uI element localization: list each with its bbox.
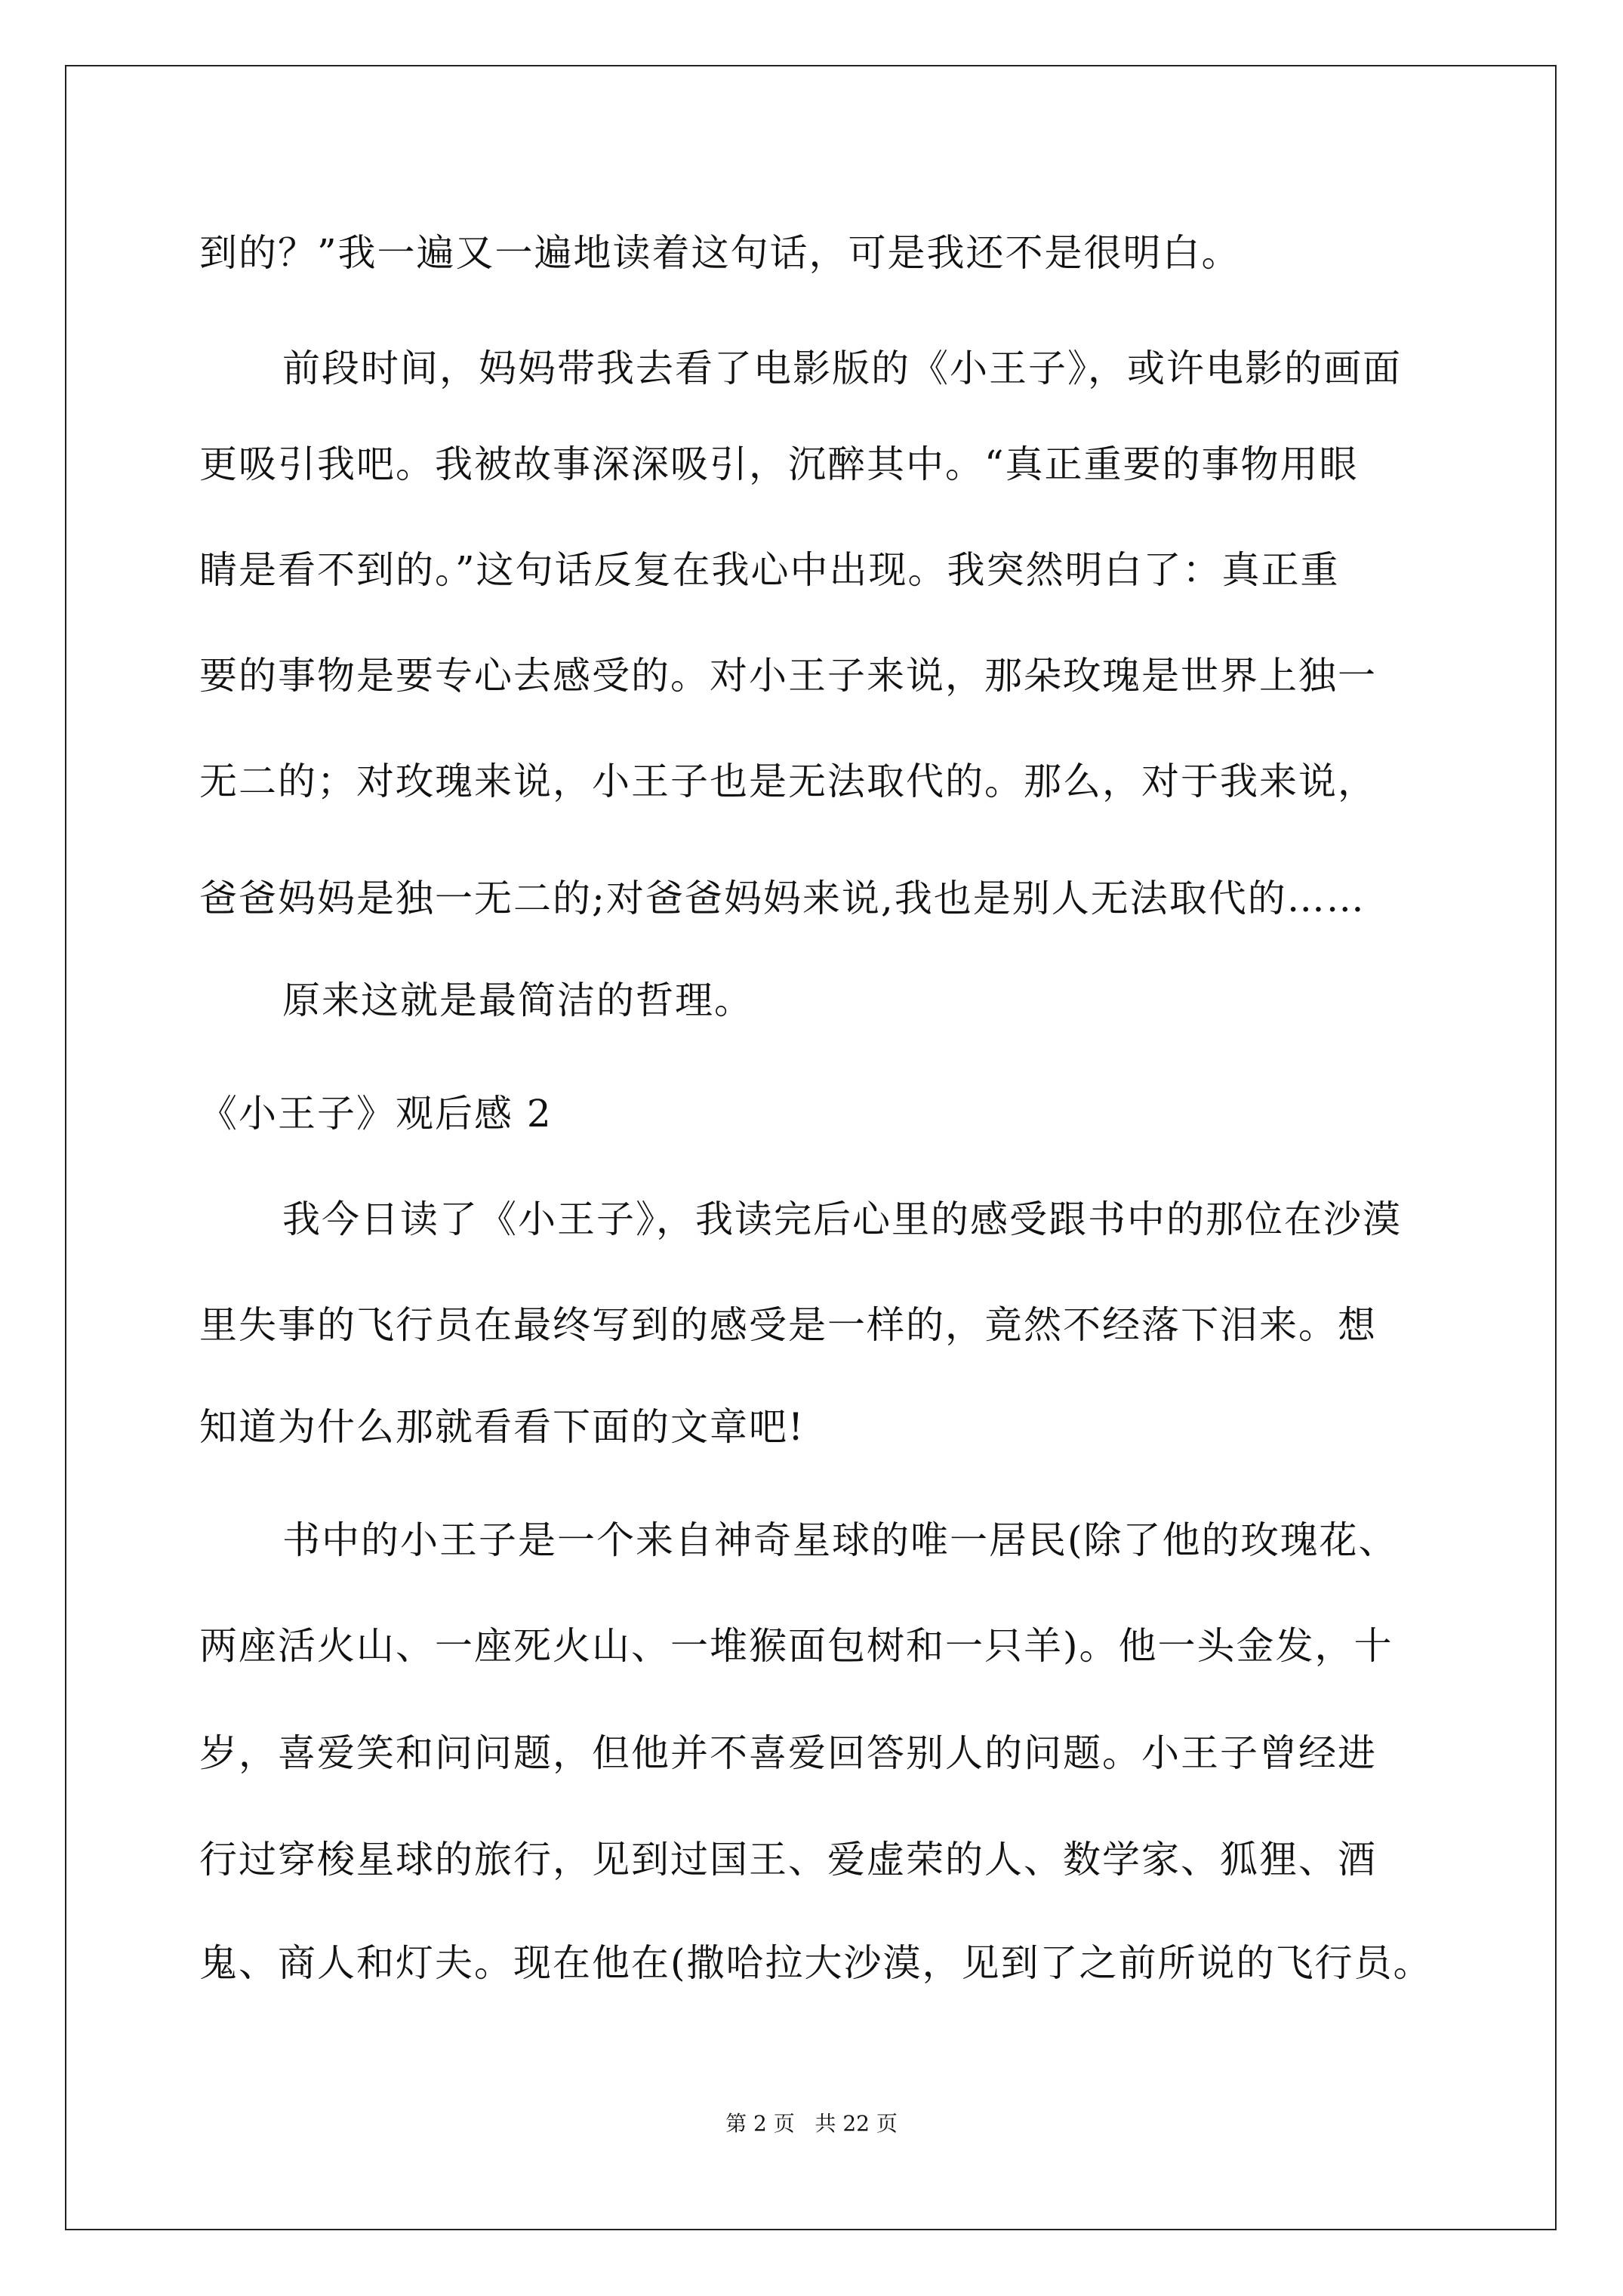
paragraph-first-line: 我今日读了《小王子》，我读完后心里的感受跟书中的那位在沙漠 (282, 1197, 1402, 1241)
section-heading: 《小王子》观后感 2 (199, 1092, 553, 1136)
page-number-footer: 第 2 页 共 22 页 (725, 2111, 898, 2136)
text-line: 爸爸妈妈是独一无二的;对爸爸妈妈来说,我也是别人无法取代的…… (199, 877, 1366, 920)
text-line: 无二的；对玫瑰来说，小王子也是无法取代的。那么，对于我来说， (199, 760, 1377, 803)
paragraph-first-line: 前段时间，妈妈带我去看了电影版的《小王子》，或许电影的画面 (282, 347, 1402, 390)
text-line: 鬼、商人和灯夫。现在他在(撒哈拉大沙漠，见到了之前所说的飞行员。 (199, 1941, 1433, 1985)
text-line: 两座活火山、一座死火山、一堆猴面包树和一只羊)。他一头金发，十 (199, 1624, 1394, 1668)
text-line: 岁，喜爱笑和问问题，但他并不喜爱回答别人的问题。小王子曾经进 (199, 1731, 1377, 1775)
text-line: 行过穿梭星球的旅行，见到过国王、爱虚荣的人、数学家、狐狸、酒 (199, 1838, 1377, 1881)
text-line: 睛是看不到的。”这句话反复在我心中出现。我突然明白了：真正重 (199, 548, 1340, 592)
text-line: 里失事的飞行员在最终写到的感受是一样的，竟然不经落下泪来。想 (199, 1303, 1377, 1347)
paragraph-first-line: 书中的小王子是一个来自神奇星球的唯一居民(除了他的玫瑰花、 (282, 1518, 1398, 1562)
paragraph-first-line: 原来这就是最简洁的哲理。 (282, 978, 753, 1022)
text-line: 要的事物是要专心去感受的。对小王子来说，那朵玫瑰是世界上独一 (199, 654, 1377, 698)
text-line: 更吸引我吧。我被故事深深吸引，沉醉其中。“真正重要的事物用眼 (199, 442, 1359, 486)
text-line: 知道为什么那就看看下面的文章吧! (199, 1405, 805, 1449)
text-line: 到的？”我一遍又一遍地读着这句话，可是我还不是很明白。 (199, 231, 1241, 275)
